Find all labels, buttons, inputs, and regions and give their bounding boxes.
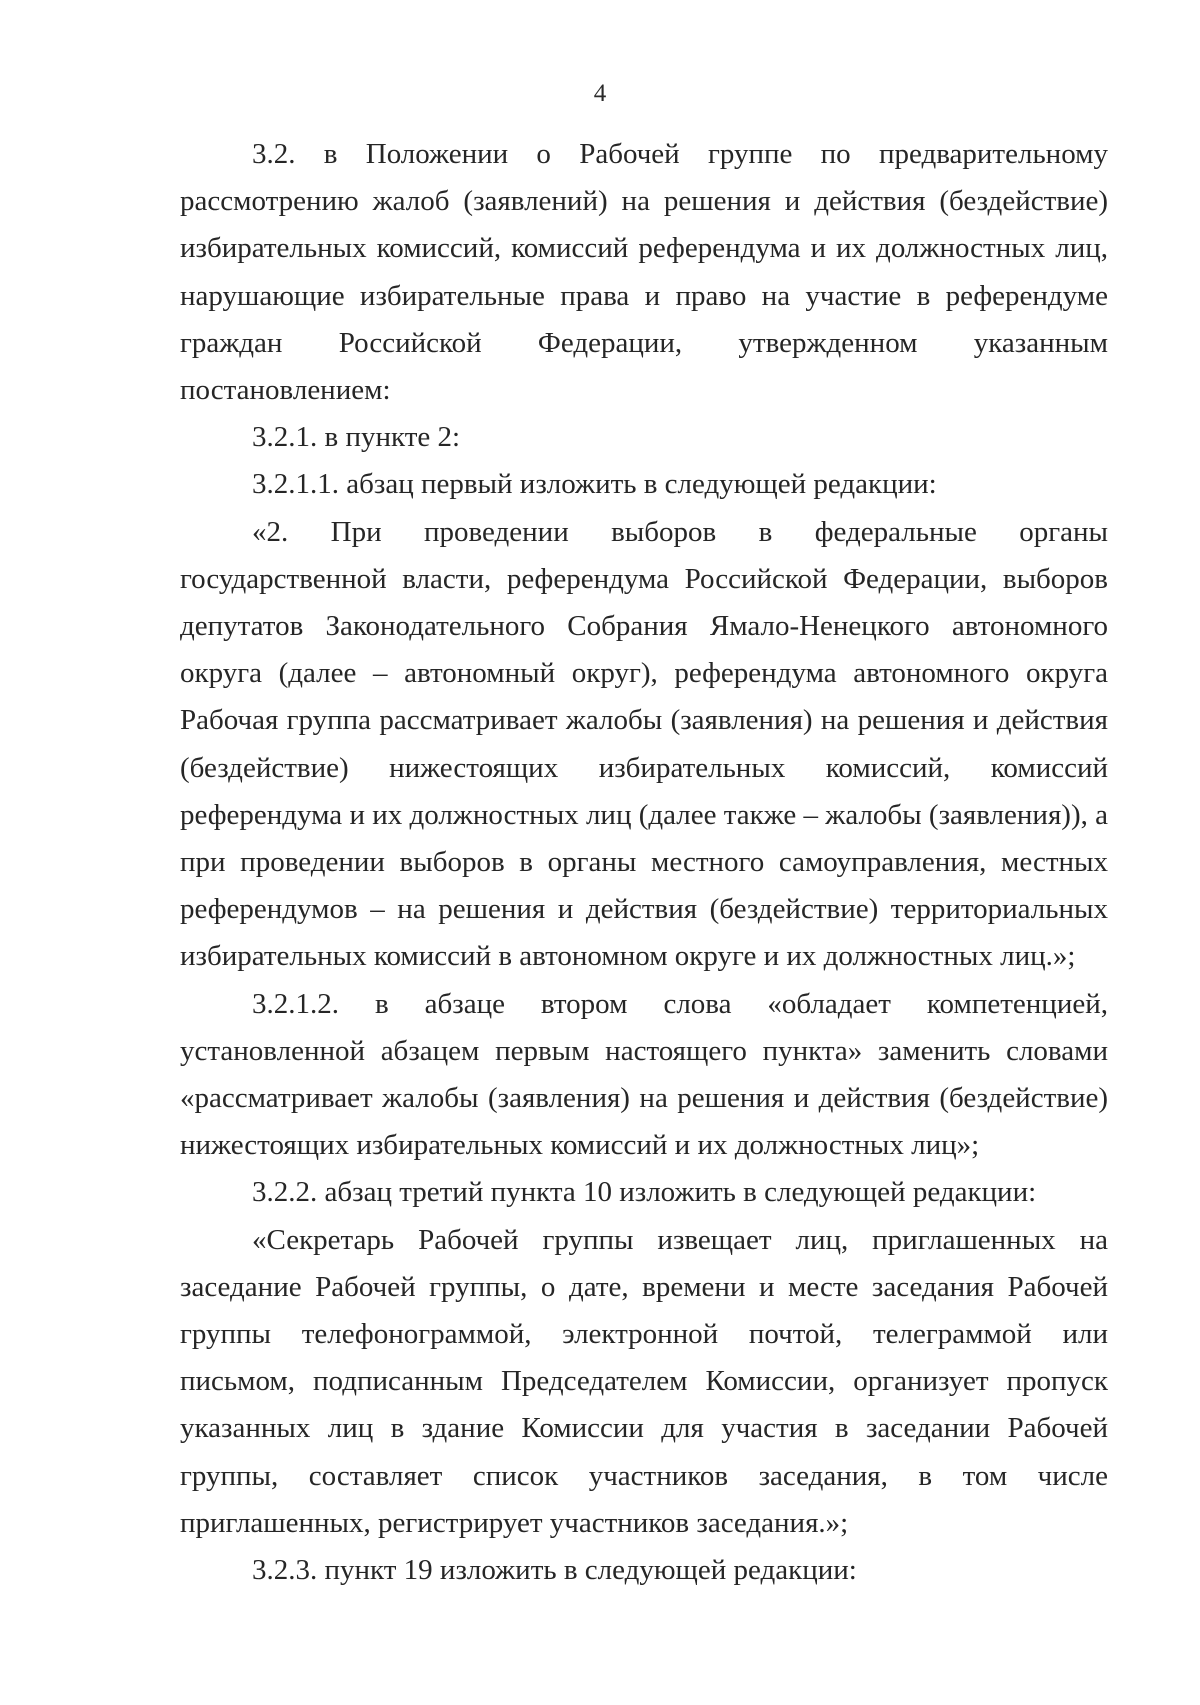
page-number: 4 [593, 80, 607, 107]
paragraph-3-2-1-2: 3.2.1.2. в абзаце втором слова «обладает компетенцией, установленной абзацем первым настоящего пункта» заменить словами «рассматривает жалобы (заявления) на решения и действия (бездействие) нижестоящих избирательных комиссий и их должностных лиц»; [180, 987, 1108, 1162]
paragraph-3-2: 3.2. в Положении о Рабочей группе по предварительному рассмотрению жалоб (заявлений) на решения и действия (бездействие) избирательных комиссий, комиссий референдума и их должностных лиц, нарушающие избирательные права и право на участие в референдуме граждан Российской Федерации, утвержденном указанным постановлением: [180, 138, 1108, 407]
paragraph-3-2-1-1: 3.2.1.1. абзац первый изложить в следующей редакции: [252, 468, 937, 501]
paragraph-3-2-1: 3.2.1. в пункте 2: [252, 421, 461, 454]
paragraph-3-2-3: 3.2.3. пункт 19 изложить в следующей редакции: [252, 1554, 857, 1587]
quoted-paragraph-point-2: «2. При проведении выборов в федеральные органы государственной власти, референдума Российской Федерации, выборов депутатов Законодательного Собрания Ямало-Ненецкого автономного округа (далее – автономный округ), референдума автономного округа Рабочая группа рассматривает жалобы (заявления) на решения и действия (бездействие) нижестоящих избирательных комиссий, комиссий референдума и их должностных лиц (далее также – жалобы (заявления)), а при проведении выборов в органы местного самоуправления, местных референдумов – на решения и действия (бездействие) территориальных избирательных комиссий в автономном округе и их должностных лиц.»; [180, 515, 1108, 973]
quoted-paragraph-secretary: «Секретарь Рабочей группы извещает лиц, приглашенных на заседание Рабочей группы, о дате, времени и месте заседания Рабочей группы телефонограммой, электронной почтой, телеграммой или письмом, подписанным Председателем Комиссии, организует пропуск указанных лиц в здание Комиссии для участия в заседании Рабочей группы, составляет список участников заседания, в том числе приглашенных, регистрирует участников заседания.»; [180, 1223, 1108, 1539]
paragraph-3-2-2: 3.2.2. абзац третий пункта 10 изложить в следующей редакции: [252, 1176, 1037, 1209]
document-body [180, 131, 1108, 1594]
